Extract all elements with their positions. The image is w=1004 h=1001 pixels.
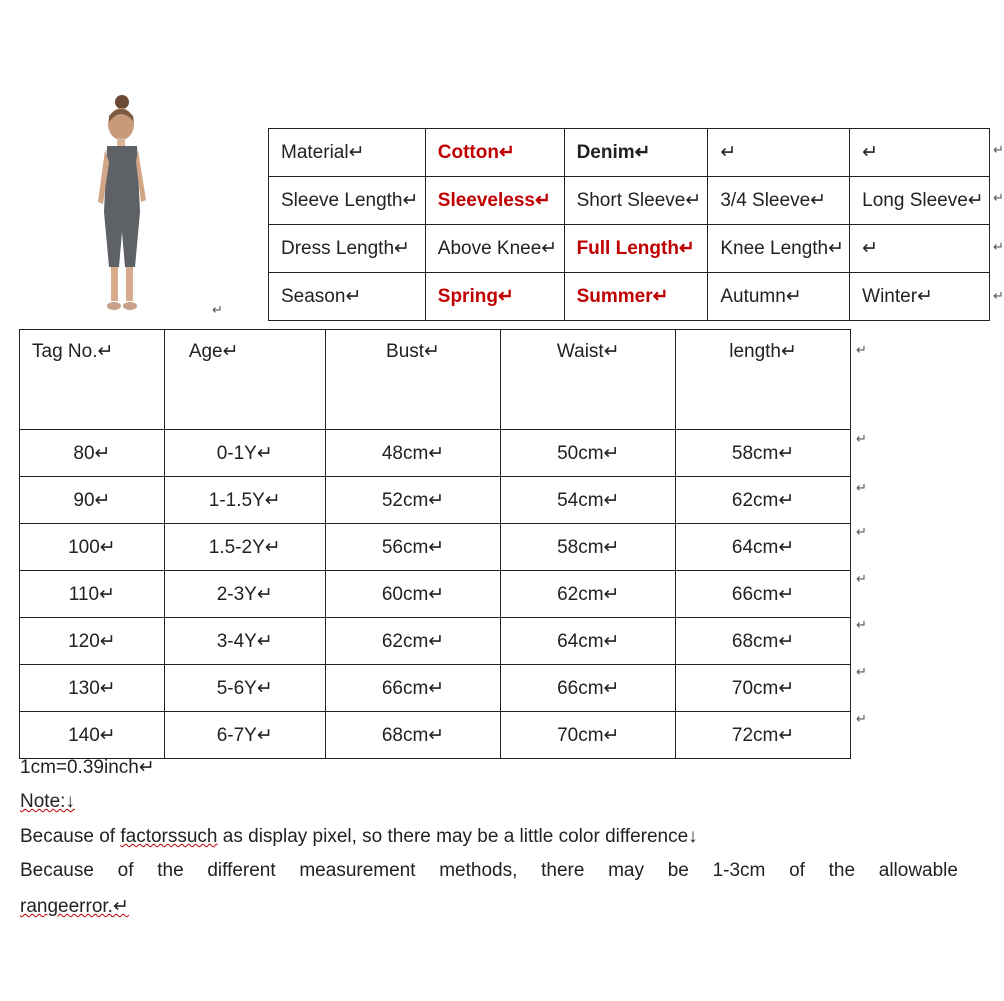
attr-label: Sleeve Length↵ (269, 177, 426, 225)
attr-value-selected: Sleeveless↵ (425, 177, 564, 225)
note-text-flagged: factorssuch (120, 826, 218, 847)
waist-cell: 54cm↵ (501, 477, 676, 524)
attr-value: Short Sleeve↵ (564, 177, 708, 225)
paragraph-mark: ↵ (856, 524, 867, 539)
bust-cell: 66cm↵ (325, 665, 501, 712)
paragraph-mark: ↵ (993, 288, 1004, 303)
paragraph-mark: ↵ (856, 711, 867, 726)
size-row (20, 571, 851, 618)
bust-cell: 56cm↵ (325, 524, 501, 571)
note-word: of (789, 860, 805, 881)
tag-no-cell: 130↵ (20, 665, 165, 712)
conversion-note: 1cm=0.39inch↵ (20, 757, 155, 778)
attr-value: ↵ (708, 129, 850, 177)
note-text: as display pixel, so there may be a little color difference↓ (217, 826, 698, 847)
waist-cell: 70cm↵ (501, 712, 676, 759)
attr-row-dress-length (269, 225, 990, 273)
header-tag-no: Tag No.↵ (20, 330, 165, 430)
note-word: measurement (299, 860, 416, 881)
size-row (20, 665, 851, 712)
paragraph-mark: ↵ (212, 302, 223, 317)
paragraph-mark: ↵ (856, 480, 867, 495)
length-cell: 66cm↵ (676, 571, 851, 618)
tag-no-cell: 80↵ (20, 430, 165, 477)
age-cell: 6-7Y↵ (164, 712, 325, 759)
attr-value: Winter↵ (850, 273, 990, 321)
header-waist: Waist↵ (501, 330, 676, 430)
note-label-text: Note:↓ (20, 791, 75, 812)
bust-cell: 52cm↵ (325, 477, 501, 524)
note-word: 1-3cm (712, 860, 766, 881)
tag-no-cell: 100↵ (20, 524, 165, 571)
size-header-row (20, 330, 851, 430)
bust-cell: 60cm↵ (325, 571, 501, 618)
product-photo-child-jumpsuit (92, 92, 152, 318)
attr-value-selected: Spring↵ (425, 273, 564, 321)
attr-value: ↵ (850, 225, 990, 273)
size-row (20, 712, 851, 759)
attr-value: ↵ (850, 129, 990, 177)
note-word: different (207, 860, 276, 881)
attr-value: Knee Length↵ (708, 225, 850, 273)
note-label (20, 791, 75, 813)
attr-value-selected: Summer↵ (564, 273, 708, 321)
paragraph-mark: ↵ (856, 664, 867, 679)
tag-no-cell: 90↵ (20, 477, 165, 524)
attr-value: 3/4 Sleeve↵ (708, 177, 850, 225)
age-cell: 5-6Y↵ (164, 665, 325, 712)
note-word: methods, (439, 860, 518, 881)
size-row (20, 477, 851, 524)
length-cell: 68cm↵ (676, 618, 851, 665)
waist-cell: 64cm↵ (501, 618, 676, 665)
attr-row-season (269, 273, 990, 321)
size-row (20, 430, 851, 477)
note-word: the (157, 860, 184, 881)
attr-row-material (269, 129, 990, 177)
attr-value-selected: Full Length↵ (564, 225, 708, 273)
note-word: there (541, 860, 585, 881)
tag-no-cell: 110↵ (20, 571, 165, 618)
note-text-flagged: rangeerror.↵ (20, 896, 129, 917)
note-word: may (608, 860, 645, 881)
attr-value: Autumn↵ (708, 273, 850, 321)
note-line-range (20, 895, 129, 918)
paragraph-mark: ↵ (993, 239, 1004, 254)
bust-cell: 48cm↵ (325, 430, 501, 477)
header-age: Age↵ (164, 330, 325, 430)
attr-label: Material↵ (269, 129, 426, 177)
attr-value: Denim↵ (564, 129, 708, 177)
note-line-color (20, 826, 698, 848)
note-word: of (117, 860, 134, 881)
age-cell: 3-4Y↵ (164, 618, 325, 665)
waist-cell: 62cm↵ (501, 571, 676, 618)
attr-value-selected: Cotton↵ (425, 129, 564, 177)
bust-cell: 62cm↵ (325, 618, 501, 665)
size-row (20, 524, 851, 571)
length-cell: 64cm↵ (676, 524, 851, 571)
age-cell: 2-3Y↵ (164, 571, 325, 618)
note-word: Because (20, 860, 94, 881)
note-word: the (828, 860, 856, 881)
waist-cell: 50cm↵ (501, 430, 676, 477)
attr-row-sleeve-length (269, 177, 990, 225)
size-row (20, 618, 851, 665)
bust-cell: 68cm↵ (325, 712, 501, 759)
header-bust: Bust↵ (325, 330, 501, 430)
paragraph-mark: ↵ (856, 342, 867, 357)
age-cell: 1-1.5Y↵ (164, 477, 325, 524)
attribute-table (268, 128, 990, 321)
length-cell: 72cm↵ (676, 712, 851, 759)
paragraph-mark: ↵ (856, 571, 867, 586)
attr-value: Long Sleeve↵ (850, 177, 990, 225)
age-cell: 1.5-2Y↵ (164, 524, 325, 571)
paragraph-mark: ↵ (993, 142, 1004, 157)
length-cell: 70cm↵ (676, 665, 851, 712)
header-length: length↵ (676, 330, 851, 430)
size-chart-table (19, 329, 851, 759)
paragraph-mark: ↵ (856, 617, 867, 632)
age-cell: 0-1Y↵ (164, 430, 325, 477)
attr-label: Season↵ (269, 273, 426, 321)
waist-cell: 66cm↵ (501, 665, 676, 712)
tag-no-cell: 120↵ (20, 618, 165, 665)
waist-cell: 58cm↵ (501, 524, 676, 571)
attr-value: Above Knee↵ (425, 225, 564, 273)
length-cell: 58cm↵ (676, 430, 851, 477)
attr-label: Dress Length↵ (269, 225, 426, 273)
note-word: be (667, 860, 689, 881)
tag-no-cell: 140↵ (20, 712, 165, 759)
length-cell: 62cm↵ (676, 477, 851, 524)
note-word: allowable (878, 860, 958, 881)
note-text: Because of (20, 826, 121, 847)
paragraph-mark: ↵ (856, 431, 867, 446)
paragraph-mark: ↵ (993, 190, 1004, 205)
note-line-measurement (20, 860, 958, 882)
